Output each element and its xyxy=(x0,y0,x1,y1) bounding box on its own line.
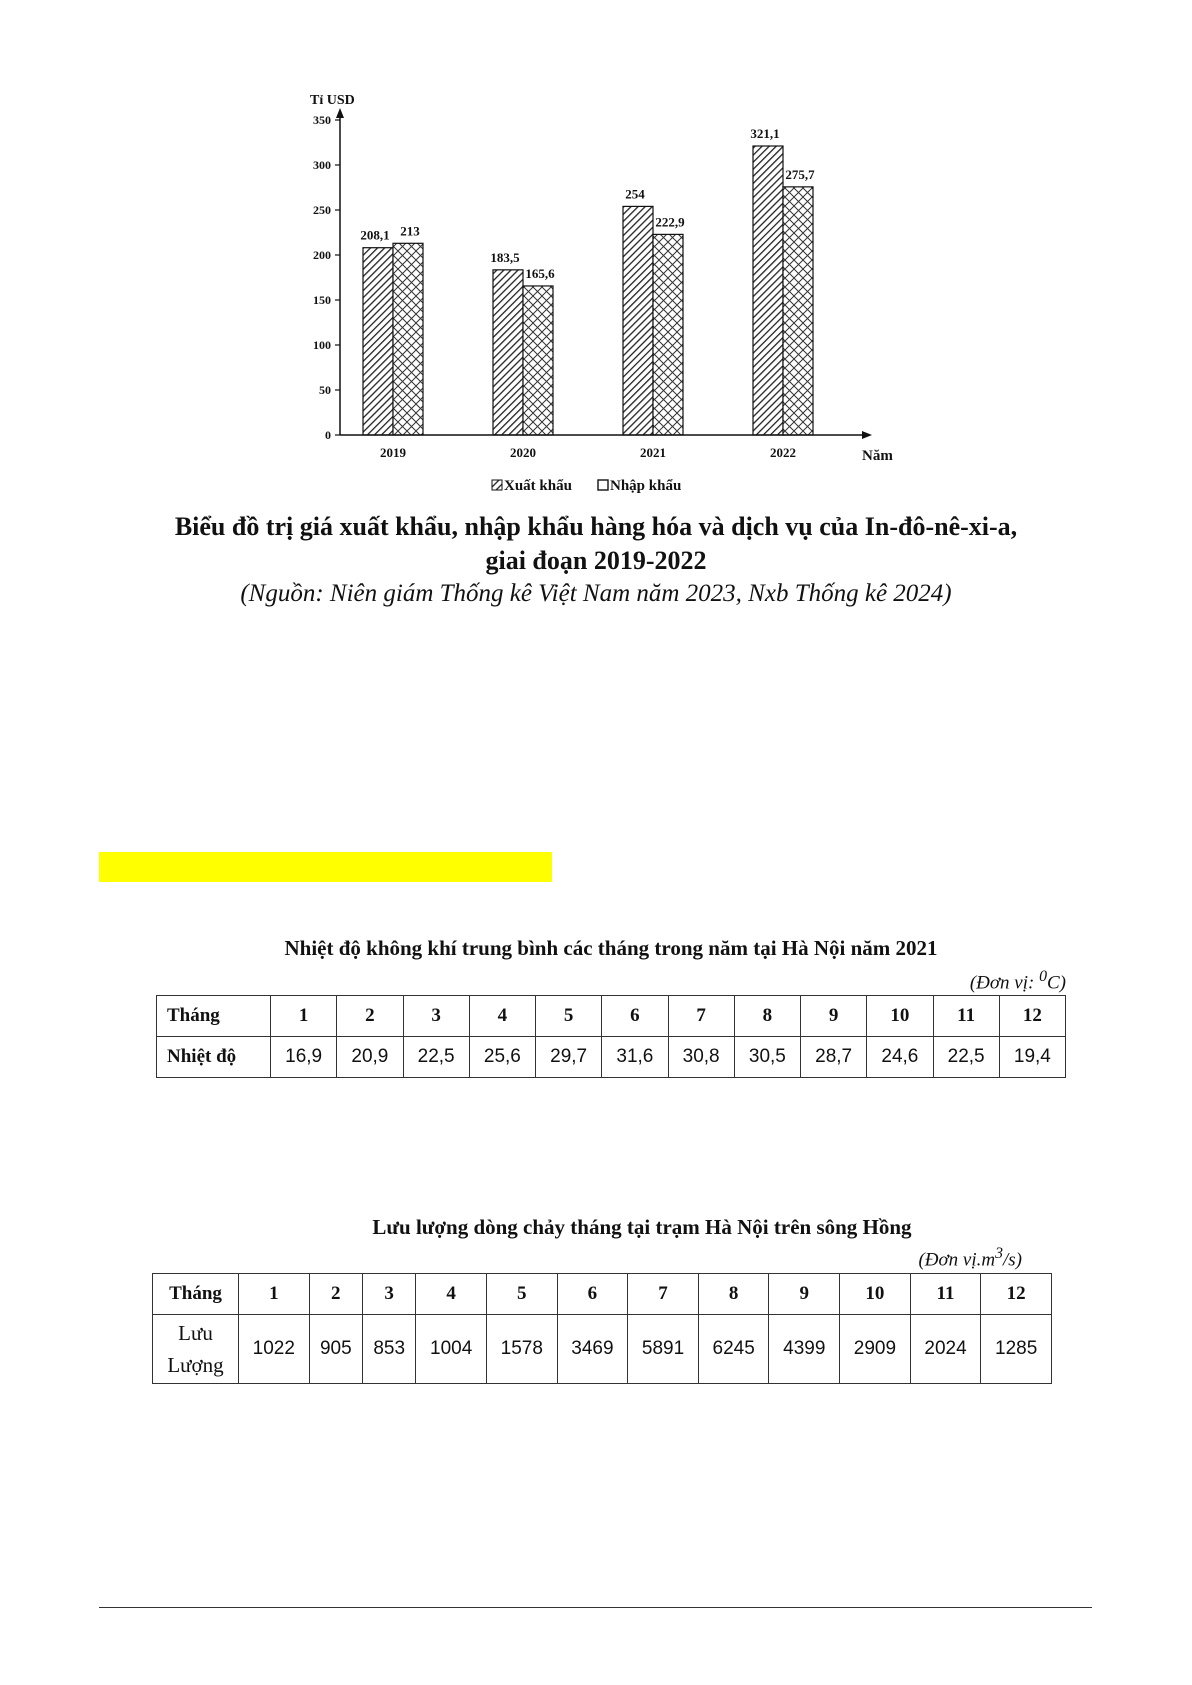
table2-unit xyxy=(752,1245,1022,1271)
table1-value-cell: 20,9 xyxy=(337,1037,403,1078)
data-label-export: 208,1 xyxy=(360,227,390,243)
table2-month-cell: 1 xyxy=(239,1274,310,1315)
table2-month-cell: 4 xyxy=(416,1274,487,1315)
y-axis-arrow xyxy=(336,108,344,118)
table1-row1-label: Tháng xyxy=(157,996,271,1037)
table1-title: Nhiệt độ không khí trung bình các tháng trong năm tại Hà Nội năm 2021 xyxy=(284,936,938,960)
table1-value-cell: 24,6 xyxy=(867,1037,933,1078)
table2-row2-label-line1: Lưu xyxy=(178,1321,213,1345)
table2-value-cell: 2024 xyxy=(910,1315,981,1384)
x-axis-arrow xyxy=(862,431,872,439)
highlight-bar xyxy=(99,852,552,882)
table1-month-cell: 8 xyxy=(734,996,800,1037)
legend xyxy=(492,478,681,494)
table2-unit-sup: 3 xyxy=(995,1245,1003,1262)
table1-month-cell: 4 xyxy=(469,996,535,1037)
table2-title: Lưu lượng dòng chảy tháng tại trạm Hà Nội trên sông Hồng xyxy=(372,1215,912,1239)
table1-month-cell: 5 xyxy=(536,996,602,1037)
table1-month-cell: 2 xyxy=(337,996,403,1037)
table1-unit xyxy=(756,968,1066,994)
y-tick-label: 150 xyxy=(313,293,331,307)
table1-unit-prefix: (Đơn vị: xyxy=(969,972,1040,994)
table2-month-cell: 10 xyxy=(840,1274,911,1315)
data-label-export: 321,1 xyxy=(750,126,780,142)
bar-export xyxy=(753,146,783,435)
table1-month-cell: 11 xyxy=(933,996,999,1037)
table2-value-cell: 1578 xyxy=(486,1315,557,1384)
flow-table xyxy=(152,1273,1052,1384)
table2-month-cell: 9 xyxy=(769,1274,840,1315)
legend-label-export: Xuất khẩu xyxy=(504,478,572,494)
bar-import xyxy=(393,243,423,435)
table1-month-cell: 10 xyxy=(867,996,933,1037)
data-label-export: 183,5 xyxy=(490,249,520,265)
table1-value-cell: 30,5 xyxy=(734,1037,800,1078)
table2-value-cell: 1004 xyxy=(416,1315,487,1384)
table2-header-row xyxy=(153,1274,1052,1315)
table2-row2-label-line2: Lượng xyxy=(167,1353,224,1377)
table1-value-cell: 31,6 xyxy=(602,1037,668,1078)
y-tick-label: 300 xyxy=(313,158,331,172)
table1-unit-sup: 0 xyxy=(1039,968,1047,985)
table2-value-cell: 3469 xyxy=(557,1315,628,1384)
chart-source: (Nguồn: Niên giám Thống kê Việt Nam năm 2023, Nxb Thống kê 2024) xyxy=(240,580,952,607)
table2-month-cell: 11 xyxy=(910,1274,981,1315)
y-tick-label: 350 xyxy=(313,113,331,127)
chart-caption-line-2: giai đoạn 2019-2022 xyxy=(485,546,707,575)
table1-header-row xyxy=(157,996,1066,1037)
table1-value-cell: 16,9 xyxy=(271,1037,337,1078)
data-label-import: 213 xyxy=(400,223,420,239)
table1-value-cell: 28,7 xyxy=(801,1037,867,1078)
table1-data-row xyxy=(157,1037,1066,1078)
x-axis-label: Năm xyxy=(862,448,893,464)
table1-value-cell: 29,7 xyxy=(536,1037,602,1078)
table1-month-cell: 9 xyxy=(801,996,867,1037)
table2-value-cell: 2909 xyxy=(840,1315,911,1384)
table2-month-cell: 5 xyxy=(486,1274,557,1315)
y-tick-label: 100 xyxy=(313,338,331,352)
y-tick-label: 200 xyxy=(313,248,331,262)
footer-divider xyxy=(99,1607,1092,1608)
legend-swatch-import xyxy=(598,480,608,490)
table2-value-cell: 1022 xyxy=(239,1315,310,1384)
table2-month-cell: 7 xyxy=(628,1274,699,1315)
bar-chart xyxy=(290,80,910,500)
bar-export xyxy=(363,248,393,435)
table1-month-cell: 7 xyxy=(668,996,734,1037)
y-axis-label: Tỉ USD xyxy=(310,93,355,108)
table2-value-cell: 4399 xyxy=(769,1315,840,1384)
table1-value-cell: 30,8 xyxy=(668,1037,734,1078)
table1-month-cell: 1 xyxy=(271,996,337,1037)
table1-month-cell: 3 xyxy=(403,996,469,1037)
table2-value-cell: 1285 xyxy=(981,1315,1052,1384)
table2-data-row xyxy=(153,1315,1052,1384)
table1-month-cell: 12 xyxy=(999,996,1065,1037)
y-tick-label: 50 xyxy=(319,383,331,397)
table2-month-cell: 6 xyxy=(557,1274,628,1315)
table2-row2-label xyxy=(153,1315,239,1384)
y-tick-label: 0 xyxy=(325,428,331,442)
table2-month-cell: 2 xyxy=(309,1274,362,1315)
bar-export xyxy=(623,206,653,435)
table1-value-cell: 22,5 xyxy=(933,1037,999,1078)
table1-value-cell: 25,6 xyxy=(469,1037,535,1078)
bar-import xyxy=(523,286,553,435)
data-label-export: 254 xyxy=(625,186,645,202)
table2-value-cell: 6245 xyxy=(698,1315,769,1384)
data-label-import: 222,9 xyxy=(655,214,685,230)
table1-value-cell: 22,5 xyxy=(403,1037,469,1078)
bar-import xyxy=(653,234,683,435)
temperature-table xyxy=(156,995,1066,1078)
table2-value-cell: 5891 xyxy=(628,1315,699,1384)
table2-month-cell: 3 xyxy=(362,1274,415,1315)
table1-value-cell: 19,4 xyxy=(999,1037,1065,1078)
legend-swatch-export xyxy=(492,480,502,490)
table2-unit-suffix: /s) xyxy=(1003,1249,1022,1271)
data-label-import: 275,7 xyxy=(785,166,815,182)
chart-caption-line-1: Biểu đồ trị giá xuất khẩu, nhập khẩu hàng hóa và dịch vụ của In-đô-nê-xi-a, xyxy=(174,512,1018,541)
x-tick-label: 2021 xyxy=(640,445,666,460)
table2-value-cell: 905 xyxy=(309,1315,362,1384)
table1-month-cell: 6 xyxy=(602,996,668,1037)
bar-import xyxy=(783,187,813,435)
table1-row2-label: Nhiệt độ xyxy=(157,1037,271,1078)
x-tick-label: 2022 xyxy=(770,445,796,460)
y-tick-label: 250 xyxy=(313,203,331,217)
table1-unit-suffix: C) xyxy=(1047,972,1066,994)
x-tick-label: 2020 xyxy=(510,445,536,460)
data-label-import: 165,6 xyxy=(525,265,555,281)
x-tick-label: 2019 xyxy=(380,445,406,460)
chart-caption-title xyxy=(96,510,1096,578)
table2-value-cell: 853 xyxy=(362,1315,415,1384)
bar-export xyxy=(493,270,523,435)
legend-label-import: Nhập khẩu xyxy=(610,478,682,494)
table2-month-cell: 8 xyxy=(698,1274,769,1315)
table2-month-cell: 12 xyxy=(981,1274,1052,1315)
table2-unit-prefix: (Đơn vị.m xyxy=(918,1249,996,1271)
table2-row1-label: Tháng xyxy=(153,1274,239,1315)
